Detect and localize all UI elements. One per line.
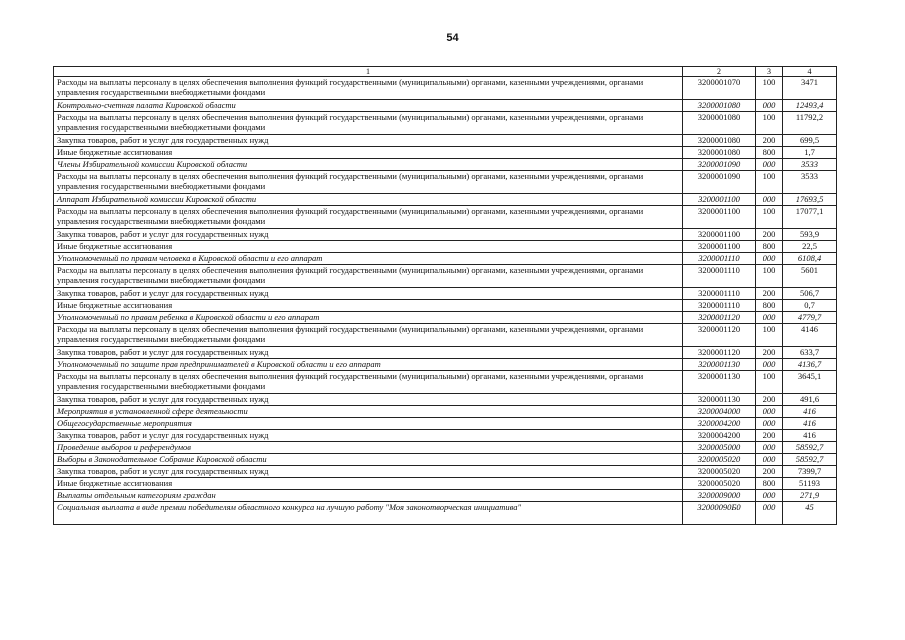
table-row [54, 490, 837, 502]
header-name: 1 [54, 67, 683, 77]
table-row [54, 112, 837, 135]
row-name: Уполномоченный по правам ребенка в Кировской области и его аппарат [54, 312, 683, 324]
row-code: 3200004200 [683, 418, 756, 430]
row-name: Расходы на выплаты персоналу в целях обеспечения выполнения функций государственными (муниципальными) органами, казенными учреждениями, органами управления государственными внебюджетными фондами [54, 265, 683, 288]
row-name: Расходы на выплаты персоналу в целях обеспечения выполнения функций государственными (муниципальными) органами, казенными учреждениями, органами управления государственными внебюджетными фондами [54, 324, 683, 347]
row-name: Иные бюджетные ассигнования [54, 147, 683, 159]
table-row [54, 466, 837, 478]
table-row [54, 442, 837, 454]
row-code: 3200001080 [683, 147, 756, 159]
row-vr: 100 [756, 206, 783, 229]
table-header-row [54, 67, 837, 77]
row-value: 17693,5 [783, 194, 837, 206]
row-value: 11792,2 [783, 112, 837, 135]
row-code: 3200005020 [683, 478, 756, 490]
row-code: 3200005020 [683, 454, 756, 466]
page-number: 54 [446, 32, 459, 44]
row-value: 4146 [783, 324, 837, 347]
row-code: 3200005000 [683, 442, 756, 454]
row-vr: 000 [756, 502, 783, 525]
row-value: 271,9 [783, 490, 837, 502]
row-name: Закупка товаров, работ и услуг для государственных нужд [54, 288, 683, 300]
header-code: 2 [683, 67, 756, 77]
row-code: 3200001130 [683, 394, 756, 406]
row-code: 3200001110 [683, 300, 756, 312]
row-code: 3200001120 [683, 347, 756, 359]
row-vr: 200 [756, 347, 783, 359]
row-code: 3200009000 [683, 490, 756, 502]
row-vr: 100 [756, 112, 783, 135]
row-value: 633,7 [783, 347, 837, 359]
row-vr: 200 [756, 394, 783, 406]
table-row [54, 135, 837, 147]
row-code: 3200001120 [683, 324, 756, 347]
table-row [54, 324, 837, 347]
budget-table [53, 66, 837, 525]
row-name: Контрольно-счетная палата Кировской области [54, 100, 683, 112]
row-value: 491,6 [783, 394, 837, 406]
table-row [54, 394, 837, 406]
table-row [54, 347, 837, 359]
row-code: 3200001100 [683, 194, 756, 206]
table-row [54, 312, 837, 324]
table-row [54, 478, 837, 490]
row-value: 4136,7 [783, 359, 837, 371]
row-name: Закупка товаров, работ и услуг для государственных нужд [54, 430, 683, 442]
row-code: 3200001100 [683, 229, 756, 241]
row-vr: 000 [756, 454, 783, 466]
row-vr: 100 [756, 77, 783, 100]
row-value: 22,5 [783, 241, 837, 253]
row-vr: 100 [756, 171, 783, 194]
row-value: 3533 [783, 171, 837, 194]
row-code: 3200001080 [683, 135, 756, 147]
row-name: Расходы на выплаты персоналу в целях обеспечения выполнения функций государственными (муниципальными) органами, казенными учреждениями, органами управления государственными внебюджетными фондами [54, 112, 683, 135]
row-name: Уполномоченный по защите прав предпринимателей в Кировской области и его аппарат [54, 359, 683, 371]
table-row [54, 288, 837, 300]
table-row [54, 253, 837, 265]
row-vr: 000 [756, 159, 783, 171]
row-value: 416 [783, 406, 837, 418]
header-value: 4 [783, 67, 837, 77]
row-code: 3200001100 [683, 241, 756, 253]
row-vr: 000 [756, 418, 783, 430]
table-row [54, 300, 837, 312]
row-value: 4779,7 [783, 312, 837, 324]
row-name: Выплаты отдельным категориям граждан [54, 490, 683, 502]
table-row [54, 265, 837, 288]
row-vr: 200 [756, 430, 783, 442]
table-row [54, 77, 837, 100]
row-vr: 100 [756, 265, 783, 288]
row-vr: 000 [756, 100, 783, 112]
row-vr: 200 [756, 135, 783, 147]
row-name: Закупка товаров, работ и услуг для государственных нужд [54, 466, 683, 478]
row-vr: 200 [756, 466, 783, 478]
row-name: Аппарат Избирательной комиссии Кировской области [54, 194, 683, 206]
table-row [54, 100, 837, 112]
row-code: 3200001110 [683, 253, 756, 265]
row-code: 3200001100 [683, 206, 756, 229]
row-code: 3200001130 [683, 359, 756, 371]
table-row [54, 359, 837, 371]
row-name: Иные бюджетные ассигнования [54, 300, 683, 312]
row-vr: 000 [756, 442, 783, 454]
row-name: Социальная выплата в виде премии победителям областного конкурса на лучшую работу "Моя законотворческая инициатива" [54, 502, 683, 525]
row-name: Расходы на выплаты персоналу в целях обеспечения выполнения функций государственными (муниципальными) органами, казенными учреждениями, органами управления государственными внебюджетными фондами [54, 206, 683, 229]
row-vr: 000 [756, 312, 783, 324]
table-row [54, 371, 837, 394]
row-vr: 800 [756, 147, 783, 159]
row-name: Проведение выборов и референдумов [54, 442, 683, 454]
row-vr: 200 [756, 288, 783, 300]
row-value: 12493,4 [783, 100, 837, 112]
table-row [54, 418, 837, 430]
table-row [54, 406, 837, 418]
row-value: 1,7 [783, 147, 837, 159]
row-code: 3200001080 [683, 100, 756, 112]
row-value: 3471 [783, 77, 837, 100]
row-value: 506,7 [783, 288, 837, 300]
table-row [54, 194, 837, 206]
row-code: 3200001110 [683, 288, 756, 300]
row-name: Уполномоченный по правам человека в Кировской области и его аппарат [54, 253, 683, 265]
row-code: 32000090Б0 [683, 502, 756, 525]
row-value: 45 [783, 502, 837, 525]
row-code: 3200001130 [683, 371, 756, 394]
row-value: 58592,7 [783, 442, 837, 454]
row-vr: 100 [756, 371, 783, 394]
table-row [54, 454, 837, 466]
row-code: 3200001090 [683, 159, 756, 171]
row-vr: 000 [756, 406, 783, 418]
row-vr: 000 [756, 490, 783, 502]
table-row [54, 171, 837, 194]
row-name: Выборы в Законодательное Собрание Кировской области [54, 454, 683, 466]
row-name: Закупка товаров, работ и услуг для государственных нужд [54, 347, 683, 359]
row-value: 416 [783, 430, 837, 442]
row-value: 17077,1 [783, 206, 837, 229]
row-vr: 800 [756, 241, 783, 253]
row-value: 0,7 [783, 300, 837, 312]
table-row [54, 241, 837, 253]
row-code: 3200004200 [683, 430, 756, 442]
table-row [54, 502, 837, 525]
table-row [54, 206, 837, 229]
row-name: Члены Избирательной комиссии Кировской области [54, 159, 683, 171]
row-name: Мероприятия в установленной сфере деятельности [54, 406, 683, 418]
header-vr: 3 [756, 67, 783, 77]
row-name: Расходы на выплаты персоналу в целях обеспечения выполнения функций государственными (муниципальными) органами, казенными учреждениями, органами управления государственными внебюджетными фондами [54, 171, 683, 194]
table-row [54, 229, 837, 241]
row-value: 3533 [783, 159, 837, 171]
row-code: 3200001120 [683, 312, 756, 324]
row-code: 3200005020 [683, 466, 756, 478]
row-vr: 200 [756, 229, 783, 241]
row-name: Закупка товаров, работ и услуг для государственных нужд [54, 229, 683, 241]
row-value: 416 [783, 418, 837, 430]
row-value: 593,9 [783, 229, 837, 241]
row-vr: 000 [756, 194, 783, 206]
row-vr: 800 [756, 300, 783, 312]
row-code: 3200001090 [683, 171, 756, 194]
row-code: 3200004000 [683, 406, 756, 418]
row-value: 58592,7 [783, 454, 837, 466]
row-value: 3645,1 [783, 371, 837, 394]
row-code: 3200001070 [683, 77, 756, 100]
row-vr: 000 [756, 253, 783, 265]
row-value: 6108,4 [783, 253, 837, 265]
row-name: Общегосударственные мероприятия [54, 418, 683, 430]
row-name: Иные бюджетные ассигнования [54, 241, 683, 253]
table-body [54, 77, 837, 525]
table-row [54, 147, 837, 159]
row-value: 51193 [783, 478, 837, 490]
row-value: 7399,7 [783, 466, 837, 478]
row-code: 3200001110 [683, 265, 756, 288]
row-vr: 100 [756, 324, 783, 347]
row-name: Иные бюджетные ассигнования [54, 478, 683, 490]
row-code: 3200001080 [683, 112, 756, 135]
row-name: Расходы на выплаты персоналу в целях обеспечения выполнения функций государственными (муниципальными) органами, казенными учреждениями, органами управления государственными внебюджетными фондами [54, 371, 683, 394]
row-name: Закупка товаров, работ и услуг для государственных нужд [54, 394, 683, 406]
table-row [54, 159, 837, 171]
row-name: Расходы на выплаты персоналу в целях обеспечения выполнения функций государственными (муниципальными) органами, казенными учреждениями, органами управления государственными внебюджетными фондами [54, 77, 683, 100]
row-vr: 800 [756, 478, 783, 490]
row-vr: 000 [756, 359, 783, 371]
row-name: Закупка товаров, работ и услуг для государственных нужд [54, 135, 683, 147]
table-row [54, 430, 837, 442]
row-value: 5601 [783, 265, 837, 288]
row-value: 699,5 [783, 135, 837, 147]
